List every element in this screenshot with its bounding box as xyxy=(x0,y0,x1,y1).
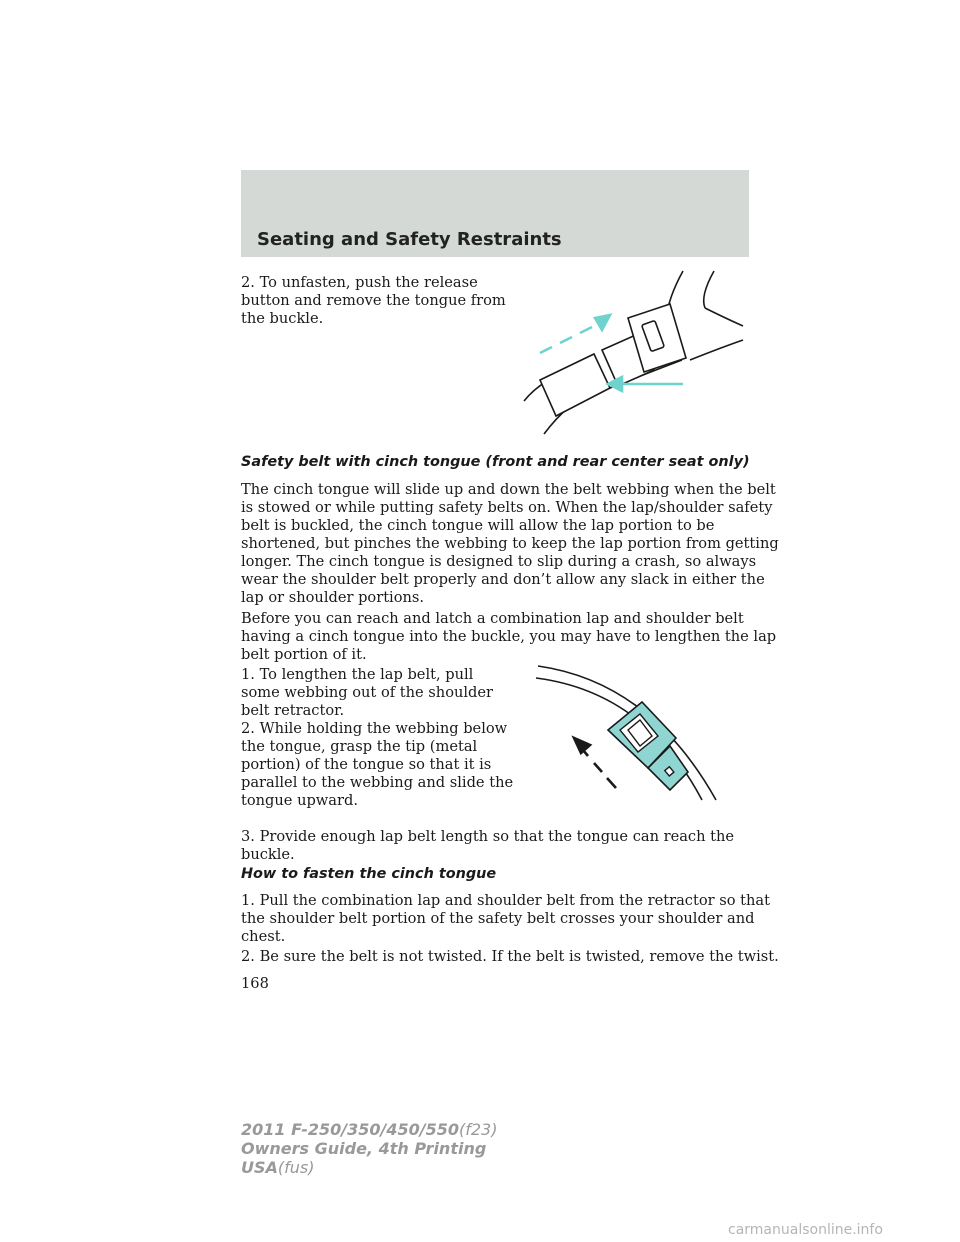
para-before-latch: Before you can reach and latch a combination lap and shoulder belt having a cinch tongue into the buckle, you may have to lengthen the lap belt portion of it. xyxy=(241,610,777,663)
fasten-step-1: 1. Pull the combination lap and shoulder belt from the retractor so that the shoulder belt portion of the safety belt crosses your shoulder and chest. xyxy=(241,892,770,945)
subheading-cinch: Safety belt with cinch tongue (front and rear center seat only) xyxy=(241,454,750,470)
buckle xyxy=(602,304,686,386)
step-provide-length: 3. Provide enough lap belt length so that the tongue can reach the buckle. xyxy=(241,828,735,863)
cinch-tongue-illustration xyxy=(520,652,750,832)
para-cinch-intro: The cinch tongue will slide up and down the belt webbing when the belt is stowed or while putting safety belts on. When the lap/shoulder safety belt is buckled, the cinch tongue will allow the lap portion to be shortened, but pinches the webbing to keep the lap portion from getting longer. The cinch tongue is designed to slip during a crash, so always wear the shoulder belt properly and don’t allow any slack in either the lap or shoulder portions. xyxy=(241,481,779,606)
buckle-release-illustration xyxy=(500,268,760,448)
page-number: 168 xyxy=(241,975,269,992)
cinch-tongue xyxy=(608,702,688,790)
push-arrow xyxy=(608,377,683,391)
footer-doc-info: 2011 F-250/350/450/550(f23) Owners Guide, 4th Printing USA(fus) xyxy=(241,1120,498,1177)
subheading-fasten: How to fasten the cinch tongue xyxy=(241,866,497,882)
step-lengthen: 1. To lengthen the lap belt, pull some webbing out of the shoulder belt retractor. xyxy=(241,666,493,719)
buckle-tongue xyxy=(540,354,610,416)
step-hold-webbing: 2. While holding the webbing below the tongue, grasp the tip (metal portion) of the tongue so that it is parallel to the webbing and slide the tongue upward. xyxy=(241,720,514,809)
watermark-link[interactable]: carmanualsonline.info xyxy=(728,1222,883,1238)
fasten-step-2: 2. Be sure the belt is not twisted. If the belt is twisted, remove the twist. xyxy=(241,948,779,965)
step-unfasten: 2. To unfasten, push the release button and remove the tongue from the buckle. xyxy=(241,274,506,327)
page-title: Seating and Safety Restraints xyxy=(257,229,562,250)
remove-arrow xyxy=(540,315,610,353)
slide-up-arrow xyxy=(574,738,616,788)
